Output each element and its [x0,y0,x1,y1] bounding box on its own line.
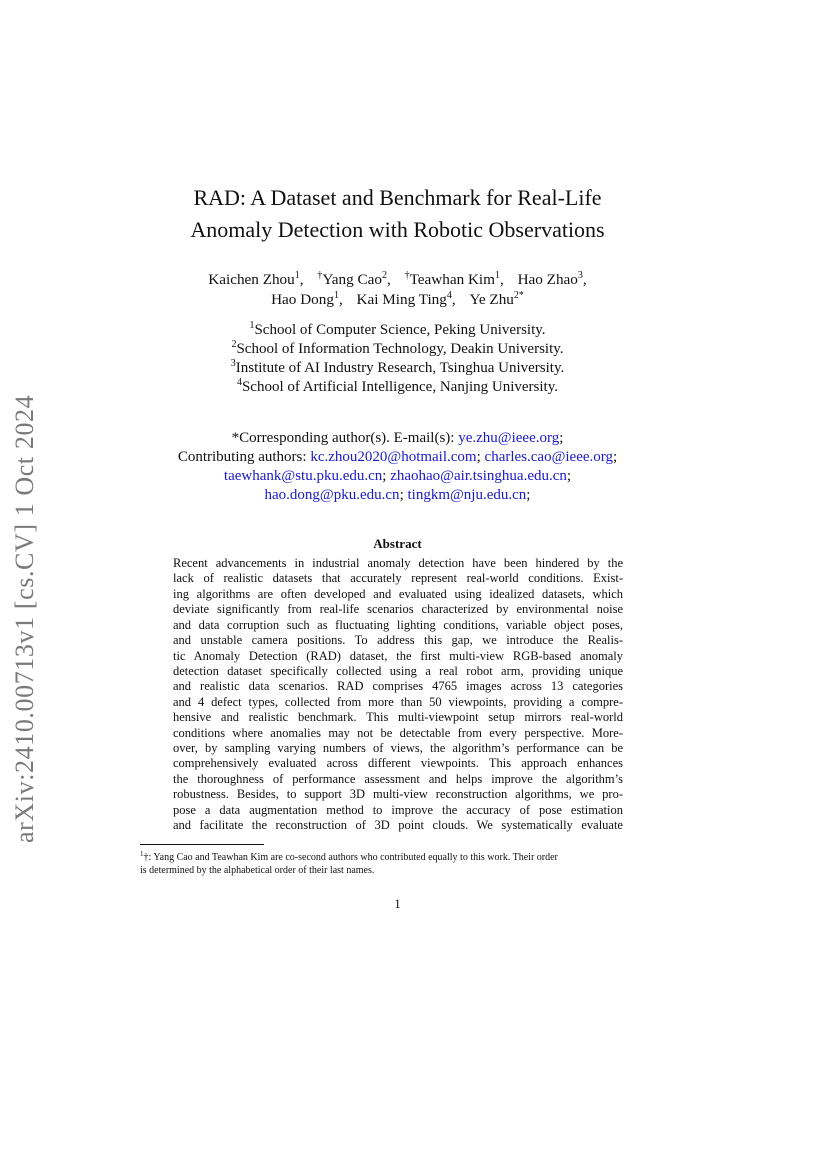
abstract-line: detection dataset specifically collected using a real robot arm, providing unique [173,663,623,678]
abstract-line: the thoroughness of performance assessment and helps improve the algorithm’s [173,771,623,786]
paper-title [140,182,655,246]
footnote-line: is determined by the alphabetical order of their last names. [140,865,375,876]
author: Kai Ming Ting$^4$, [356,290,456,308]
abstract-line: pose a data augmentation method to improve the accuracy of pose estimation [173,802,623,817]
abstract-line: and 4 defect types, collected from more than 50 viewpoints, providing a compre- [173,694,623,709]
contributing-label: Contributing authors: [177,449,307,465]
abstract-line: ing algorithms are often developed and evaluated using idealized datasets, which [173,586,623,601]
abstract-body [173,556,623,834]
contact-line: Contributing authors: kc.zhou2020@hotmail.com; charles.cao@ieee.org; [177,449,618,465]
abstract-heading: Abstract [373,536,422,551]
contact-block [140,429,655,505]
footnote-line: $^1$†: Yang Cao and Teawhan Kim are co-second authors who contributed equally to this work. Their order [140,850,558,863]
author: Ye Zhu$^{2*}$ [469,290,524,308]
footnote-mark: 1 [140,850,144,858]
title-line: Anomaly Detection with Robotic Observations [190,217,605,242]
affiliation: $^2$School of Information Technology, Deakin University. [231,339,564,357]
abstract-line: and data corruption such as fluctuating lighting conditions, variable object poses, [173,617,623,632]
abstract-line: hensive and realistic benchmark. This multi-viewpoint setup mirrors real-world [173,710,623,725]
title-line: RAD: A Dataset and Benchmark for Real-Life [193,185,602,210]
author-line [140,290,655,310]
email-link[interactable]: kc.zhou2020@hotmail.com [310,449,477,465]
author: †Teawhan Kim$^1$, [404,270,504,288]
abstract-line: lack of realistic datasets that accurately represent real-world conditions. Exist- [173,571,623,586]
corresponding-label: *Corresponding author(s). E-mail(s): [231,430,455,446]
email-link[interactable]: ye.zhu@ieee.org [458,430,560,446]
footnote-rule [140,844,264,845]
affiliation: $^1$School of Computer Science, Peking University. [249,320,546,338]
email-link[interactable]: hao.dong@pku.edu.cn [264,487,400,503]
arxiv-identifier: arXiv:2410.00713v1 [cs.CV] 1 Oct 2024 [10,394,39,843]
author-list [140,270,655,310]
abstract-line: tic Anomaly Detection (RAD) dataset, the first multi-view RGB-based anomaly [173,648,623,663]
abstract-line: and unstable camera positions. To address this gap, we introduce the Realis- [173,633,623,648]
affiliation: $^4$School of Artificial Intelligence, Nanjing University. [236,377,559,395]
affiliation: $^3$Institute of AI Industry Research, Tsinghua University. [230,358,565,376]
abstract-line: and realistic data scenarios. RAD comprises 4765 images across 13 categories [173,679,623,694]
email-link[interactable]: charles.cao@ieee.org [484,449,613,465]
affiliation-list [140,321,655,397]
contact-line: *Corresponding author(s). E-mail(s): ye.zhu@ieee.org; [231,430,564,446]
footnote [140,851,660,877]
abstract-line: and facilitate the reconstruction of 3D point clouds. We systematically evaluate [173,818,623,833]
author-line [140,270,655,290]
abstract-line: over, by sampling varying numbers of views, the algorithm’s performance can be [173,741,623,756]
abstract-line: Recent advancements in industrial anomaly detection have been hindered by the [173,556,623,570]
abstract-line: robustness. Besides, to support 3D multi-view reconstruction algorithms, we pro- [173,787,623,802]
author: †Yang Cao$^2$, [317,270,391,288]
contact-line: hao.dong@pku.edu.cn; tingkm@nju.edu.cn; [264,487,531,503]
author: Hao Zhao$^3$, [517,270,587,288]
email-link[interactable]: zhaohao@air.tsinghua.edu.cn [390,468,567,484]
email-link[interactable]: tingkm@nju.edu.cn [407,487,527,503]
email-link[interactable]: taewhank@stu.pku.edu.cn [223,468,383,484]
abstract-line: deviate significantly from real-life scenarios characterized by environmental noise [173,602,623,617]
author: Kaichen Zhou$^1$, [208,270,304,288]
abstract-line: comprehensively evaluated across different viewpoints. This approach enhances [173,756,623,771]
contact-line: taewhank@stu.pku.edu.cn; zhaohao@air.tsinghua.edu.cn; [223,468,572,484]
page-number: 1 [394,896,401,911]
abstract-line: conditions where anomalies may not be detectable from every perspective. More- [173,725,623,740]
author: Hao Dong$^1$, [271,290,343,308]
